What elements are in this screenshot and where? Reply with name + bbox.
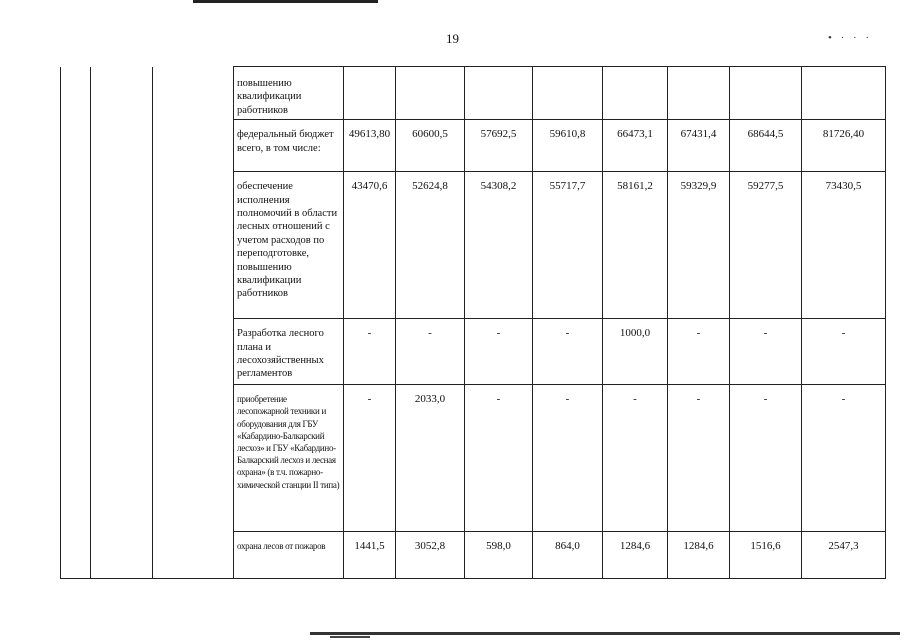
row-description: повышению квалификации работников [234,67,344,120]
value-cell: 49613,80 [344,120,396,172]
value-cell: 1284,6 [668,532,730,579]
row-description: приобретение лесопожарной техники и оборудования для ГБУ «Кабардино-Балкарский лесхоз» и ГБУ «Кабардино-Балкарский лесхоз и лесная охрана» (в т.ч. пожарно-химической станции II типа) [234,385,344,532]
value-cell: 55717,7 [533,172,603,319]
empty-cell [153,120,234,172]
value-cell: - [802,319,886,385]
value-cell: 66473,1 [603,120,668,172]
value-cell [396,67,465,120]
bottom-edge-mark [330,636,370,638]
value-cell [344,67,396,120]
value-cell [668,67,730,120]
empty-cell [61,319,91,385]
value-cell: - [668,319,730,385]
row-description: обеспечение исполнения полномочий в области лесных отношений с учетом расходов по переподготовке, повышению квалификации работников [234,172,344,319]
empty-cell [153,319,234,385]
row-description: федеральный бюджет всего, в том числе: [234,120,344,172]
empty-cell [61,532,91,579]
empty-cell [91,385,153,532]
value-cell: 864,0 [533,532,603,579]
value-cell: 2033,0 [396,385,465,532]
value-cell: 59610,8 [533,120,603,172]
value-cell: - [603,385,668,532]
value-cell: - [802,385,886,532]
empty-cell [91,319,153,385]
value-cell: 54308,2 [465,172,533,319]
empty-cell [61,67,91,120]
empty-cell [153,172,234,319]
budget-table [60,66,886,579]
value-cell: 81726,40 [802,120,886,172]
table-row [61,532,886,579]
value-cell: 1000,0 [603,319,668,385]
value-cell: - [533,385,603,532]
value-cell: 598,0 [465,532,533,579]
corner-marks: • · · · [828,32,873,44]
page-number: 19 [446,31,459,46]
table-row [61,319,886,385]
value-cell: - [668,385,730,532]
value-cell [802,67,886,120]
empty-cell [91,67,153,120]
value-cell: 59329,9 [668,172,730,319]
value-cell: - [730,385,802,532]
row-description: охрана лесов от пожаров [234,532,344,579]
value-cell: - [533,319,603,385]
bottom-edge-rule [310,632,900,635]
value-cell: - [344,319,396,385]
value-cell: 57692,5 [465,120,533,172]
empty-cell [153,532,234,579]
value-cell: - [396,319,465,385]
value-cell: 1284,6 [603,532,668,579]
value-cell: 52624,8 [396,172,465,319]
value-cell: 73430,5 [802,172,886,319]
value-cell [730,67,802,120]
value-cell: 59277,5 [730,172,802,319]
value-cell: 1516,6 [730,532,802,579]
table-row [61,385,886,532]
value-cell: 68644,5 [730,120,802,172]
empty-cell [153,385,234,532]
value-cell: 43470,6 [344,172,396,319]
value-cell [603,67,668,120]
empty-cell [91,532,153,579]
value-cell [533,67,603,120]
empty-cell [61,172,91,319]
value-cell: 2547,3 [802,532,886,579]
value-cell: 1441,5 [344,532,396,579]
row-description: Разработка лесного плана и лесохозяйственных регламентов [234,319,344,385]
value-cell: 58161,2 [603,172,668,319]
value-cell: - [730,319,802,385]
empty-cell [153,67,234,120]
table-row [61,172,886,319]
value-cell: - [465,319,533,385]
top-edge-rule [193,0,378,3]
table-row [61,67,886,120]
value-cell: 60600,5 [396,120,465,172]
value-cell: - [344,385,396,532]
empty-cell [61,120,91,172]
value-cell: 3052,8 [396,532,465,579]
empty-cell [91,120,153,172]
table-row [61,120,886,172]
value-cell: - [465,385,533,532]
value-cell [465,67,533,120]
empty-cell [61,385,91,532]
empty-cell [91,172,153,319]
value-cell: 67431,4 [668,120,730,172]
